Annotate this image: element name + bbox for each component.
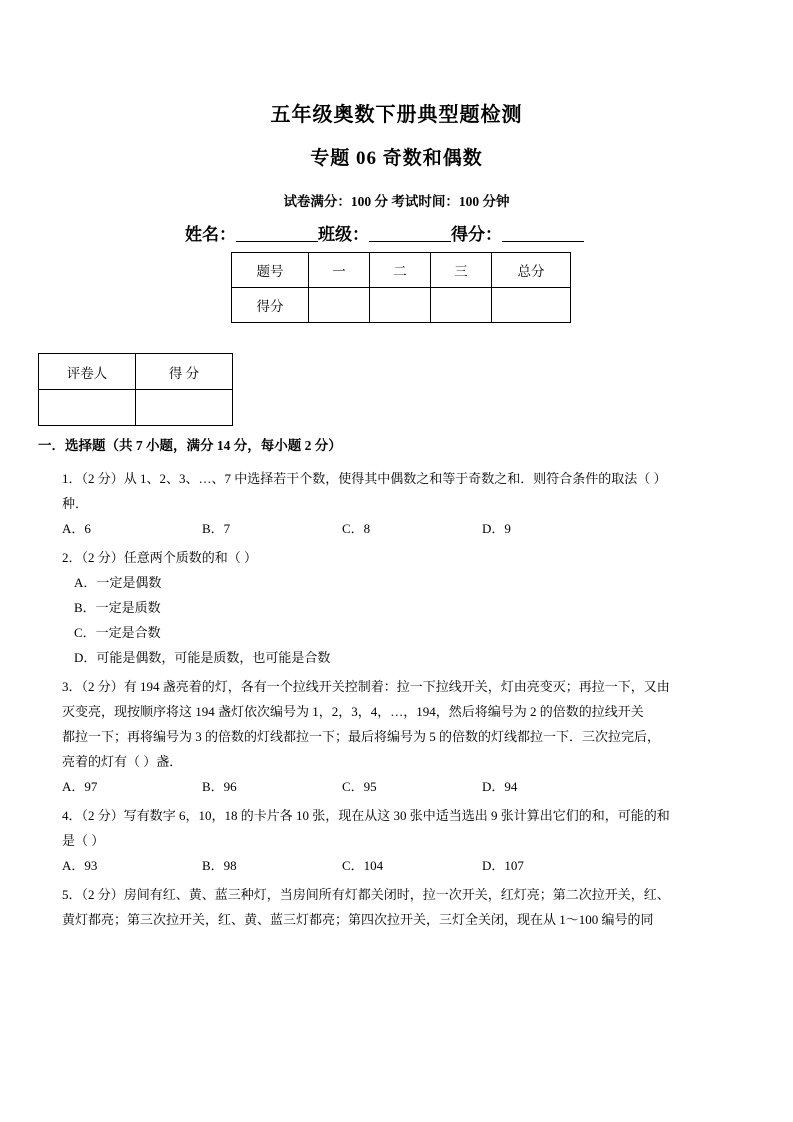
question-1-text: 1．（2 分）从 1、2、3、…、7 中选择若干个数，使得其中偶数之和等于奇数之和．则符合条件的取法（ ） (62, 470, 667, 486)
cell-section-3: 三 (431, 253, 492, 288)
question-3-text: 3．（2 分）有 194 盏亮着的灯，各有一个拉线开关控制着：拉一下拉线开关，灯由亮变灭；再拉一下，又由 (62, 678, 670, 694)
cell-grader-value[interactable] (39, 390, 136, 426)
question-2-text: 2．（2 分）任意两个质数的和（ ） (62, 549, 258, 565)
cell-score-3[interactable] (431, 288, 492, 323)
page-subtitle: 专题 06 奇数和偶数 (310, 148, 483, 169)
table-row-header (232, 253, 571, 288)
cell-grader-label: 评卷人 (39, 354, 136, 390)
cell-score-label: 得分 (232, 288, 309, 323)
question-2 (38, 545, 763, 670)
table-row (39, 390, 233, 426)
cell-grader-score-value[interactable] (136, 390, 233, 426)
option-c[interactable]: C．一定是合数 (74, 624, 161, 640)
question-5-text-line2: 黄灯都亮；第三次拉开关，红、黄、蓝三灯都亮；第四次拉开关，三灯全关闭，现在从 1～100 编号的同 (62, 911, 654, 927)
option-d[interactable]: D．107 (482, 857, 524, 873)
question-3-text-line2: 灭变亮，现按顺序将这 194 盏灯依次编号为 1，2，3，4，…，194，然后将编号为 2 的倍数的拉线开关 (62, 703, 644, 719)
question-3-text-line3: 都拉一下；再将编号为 3 的倍数的灯线都拉一下；最后将编号为 5 的倍数的灯线都拉一下．三次拉完后， (62, 728, 661, 744)
cell-grader-score-label: 得 分 (136, 354, 233, 390)
name-label: 姓名： (185, 225, 236, 244)
option-b[interactable]: B．7 (202, 520, 231, 536)
option-a[interactable]: A．93 (62, 857, 98, 873)
question-1 (38, 466, 763, 541)
question-5 (38, 882, 763, 932)
question-2-options (38, 570, 763, 670)
option-d[interactable]: D．94 (482, 778, 518, 794)
score-summary-table (231, 252, 571, 323)
score-input-blank[interactable] (502, 226, 584, 242)
question-3 (38, 674, 763, 799)
exam-info: 试卷满分：100 分 考试时间：100 分钟 (283, 193, 510, 209)
name-input-blank[interactable] (236, 226, 318, 242)
option-a[interactable]: A．一定是偶数 (74, 574, 162, 590)
question-4-options (38, 853, 763, 878)
section-heading-choice: 一．选择题（共 7 小题，满分 14 分，每小题 2 分） (38, 438, 342, 453)
option-c[interactable]: C．8 (342, 520, 371, 536)
option-d[interactable]: D．可能是偶数，可能是质数，也可能是合数 (74, 649, 331, 665)
cell-score-total[interactable] (492, 288, 571, 323)
question-1-options (38, 516, 763, 541)
option-b[interactable]: B．98 (202, 857, 237, 873)
question-3-options (38, 774, 763, 799)
cell-section-1: 一 (309, 253, 370, 288)
question-4 (38, 803, 763, 878)
cell-score-2[interactable] (370, 288, 431, 323)
class-input-blank[interactable] (369, 226, 451, 242)
page-title: 五年级奥数下册典型题检测 (270, 104, 523, 126)
table-row (232, 288, 571, 323)
question-3-text-line4: 亮着的灯有（ ）盏． (62, 753, 183, 769)
cell-score-1[interactable] (309, 288, 370, 323)
question-1-text-cont: 种． (62, 495, 89, 511)
question-5-text: 5．（2 分）房间有红、黄、蓝三种灯，当房间所有灯都关闭时，拉一次开关，红灯亮；第二次拉开关，红、 (62, 886, 670, 902)
option-a[interactable]: A．97 (62, 778, 98, 794)
option-a[interactable]: A．6 (62, 520, 91, 536)
option-d[interactable]: D．9 (482, 520, 511, 536)
cell-total: 总分 (492, 253, 571, 288)
option-c[interactable]: C．104 (342, 857, 384, 873)
option-c[interactable]: C．95 (342, 778, 377, 794)
table-row-header (39, 354, 233, 390)
option-b[interactable]: B．96 (202, 778, 237, 794)
cell-section-2: 二 (370, 253, 431, 288)
score-label: 得分： (451, 225, 502, 244)
question-4-text-cont: 是（ ） (62, 832, 105, 848)
student-id-line (185, 220, 584, 245)
grader-table (38, 353, 233, 426)
questions-content (38, 437, 763, 936)
class-label: 班级： (318, 225, 369, 244)
option-b[interactable]: B．一定是质数 (74, 599, 161, 615)
cell-question-number-label: 题号 (232, 253, 309, 288)
question-4-text: 4．（2 分）写有数字 6，10，18 的卡片各 10 张，现在从这 30 张中适当选出 9 张计算出它们的和，可能的和 (62, 807, 670, 823)
